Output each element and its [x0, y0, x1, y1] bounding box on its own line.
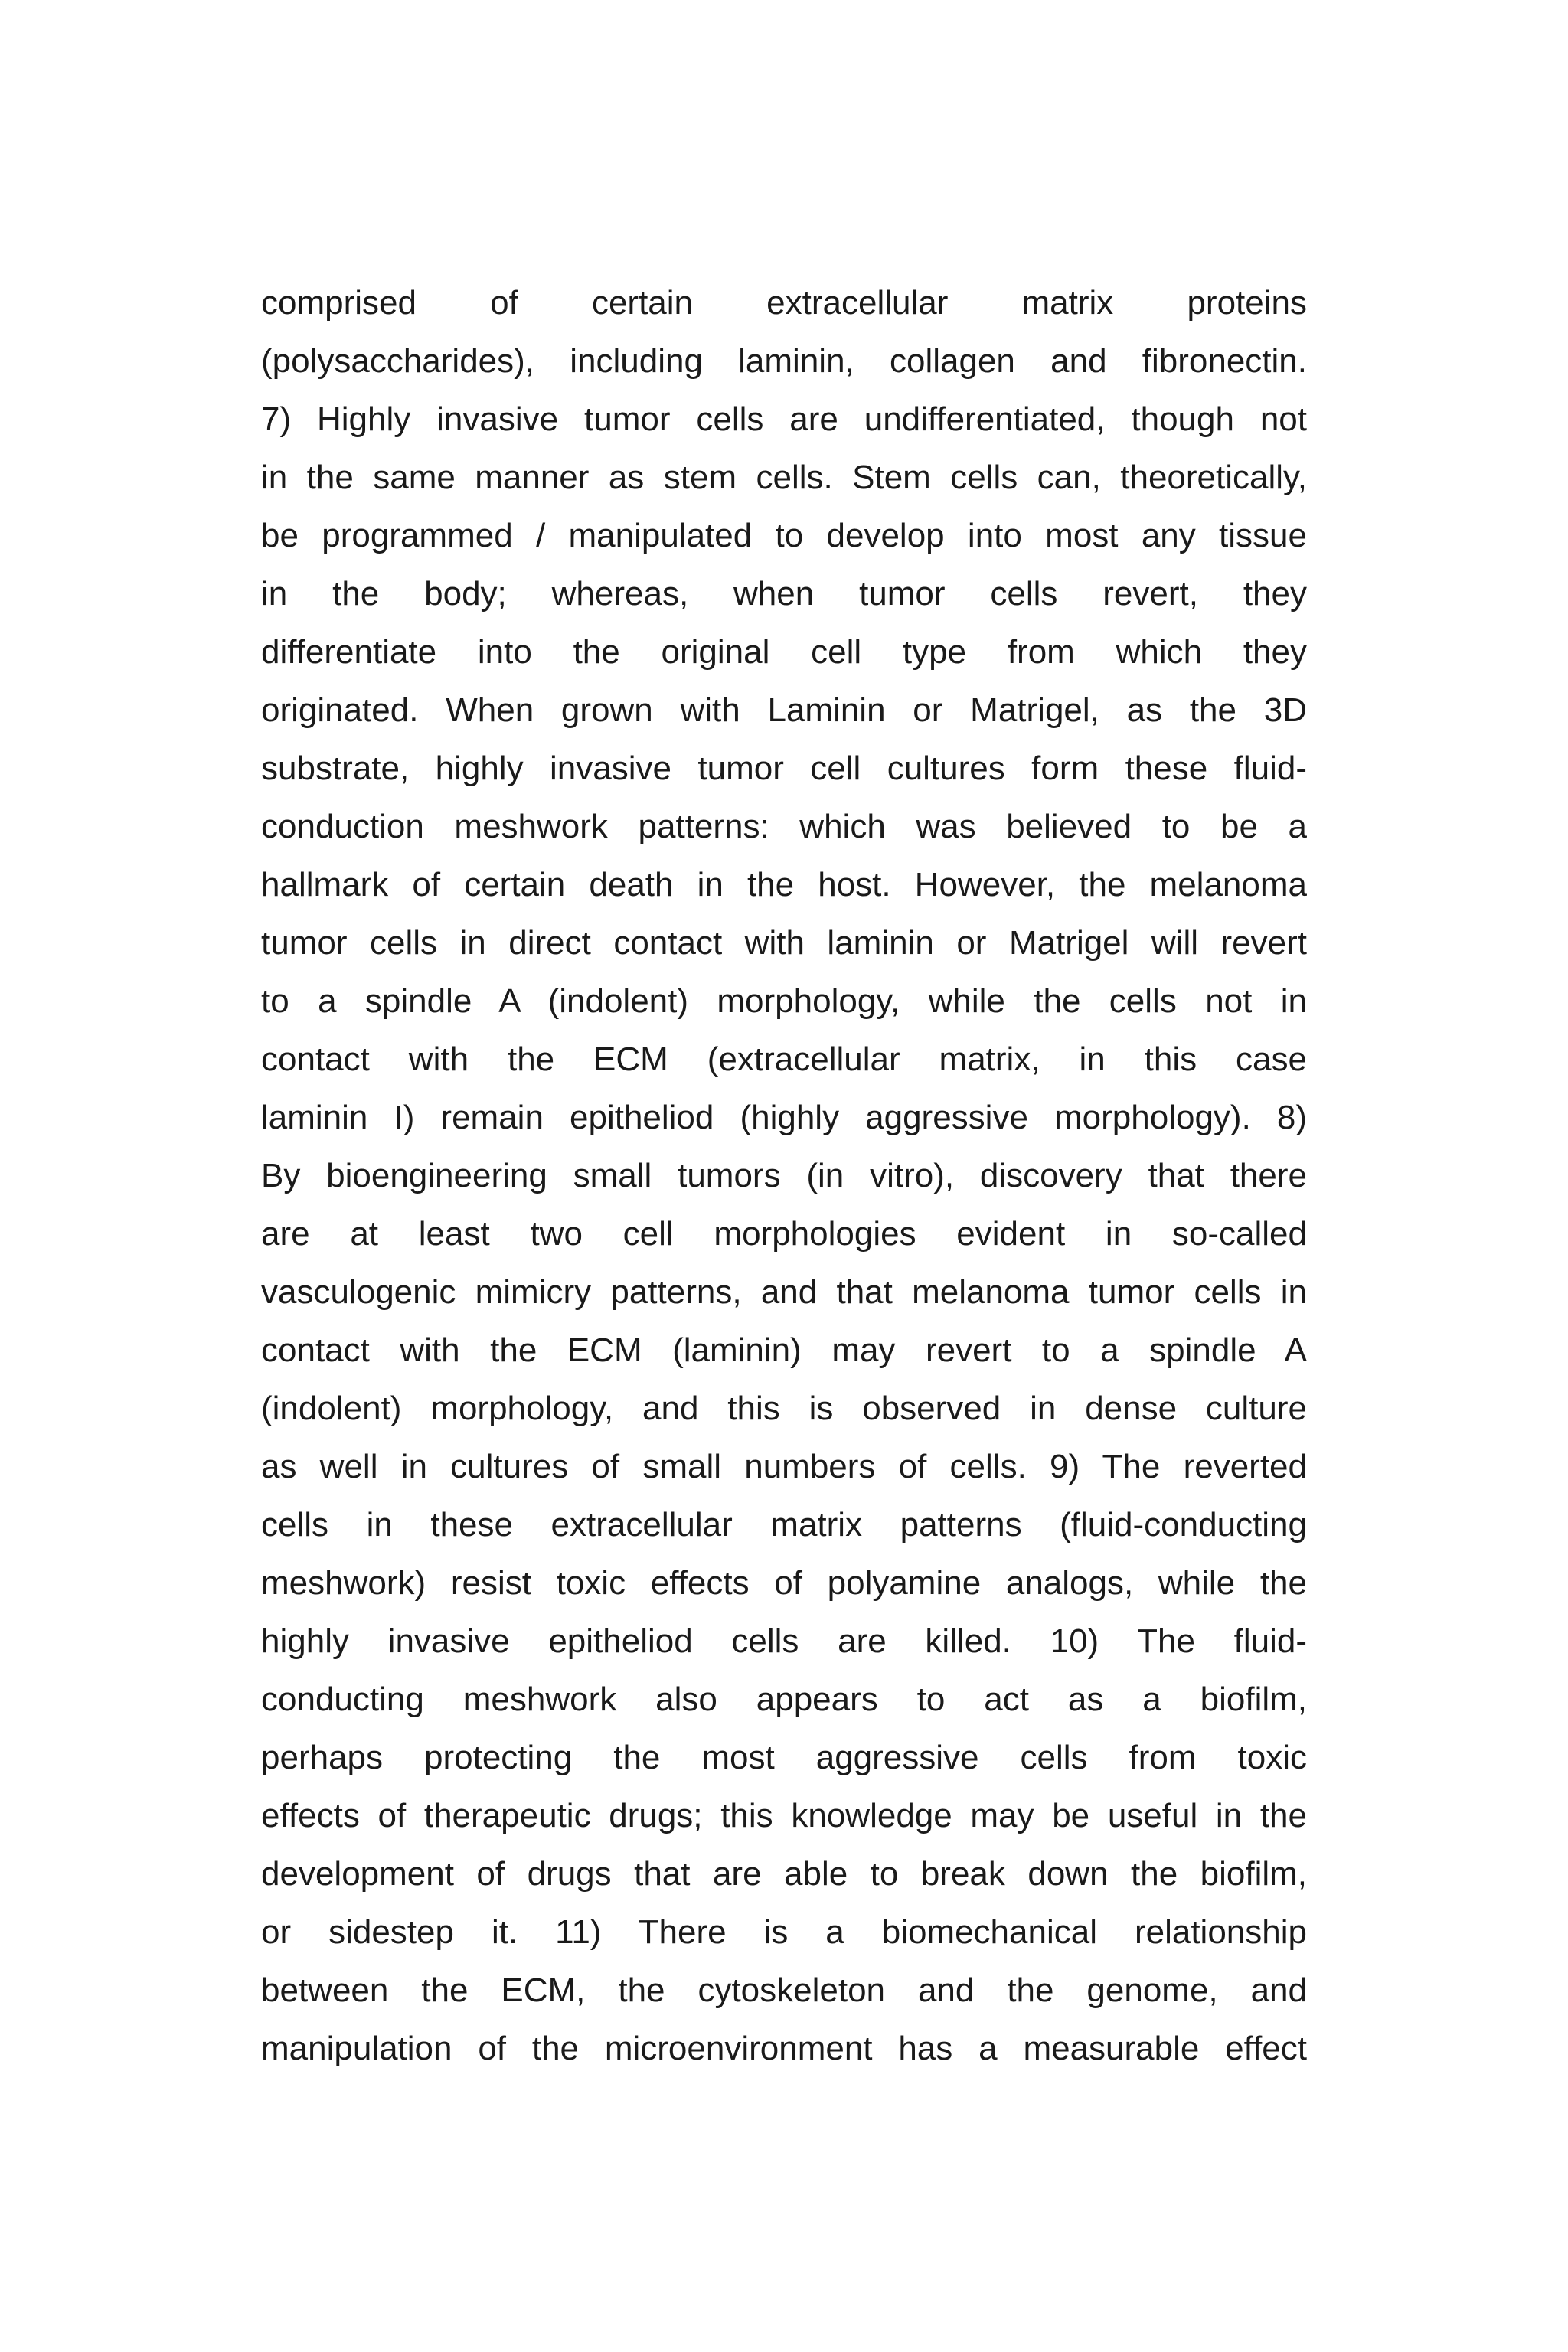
text-line: manipulation of the microenvironment has a measurable effect [261, 2030, 1307, 2067]
text-line: differentiate into the original cell type from which they [261, 633, 1307, 671]
text-line: highly invasive epitheliod cells are killed. 10) The fluid- [261, 1622, 1307, 1660]
text-line: between the ECM, the cytoskeleton and the genome, and [261, 1971, 1307, 2009]
text-line: development of drugs that are able to break down the biofilm, [261, 1855, 1307, 1893]
text-line: hallmark of certain death in the host. However, the melanoma [261, 866, 1307, 903]
text-line: conduction meshwork patterns: which was believed to be a [261, 808, 1307, 845]
text-line: are at least two cell morphologies evident in so-called [261, 1215, 1307, 1253]
text-line: in the same manner as stem cells. Stem cells can, theoretically, [261, 459, 1307, 496]
text-line: (polysaccharides), including laminin, collagen and fibronectin. [261, 342, 1307, 380]
text-line: By bioengineering small tumors (in vitro), discovery that there [261, 1157, 1307, 1194]
body-paragraph [261, 274, 1307, 2078]
text-line: comprised of certain extracellular matrix proteins [261, 284, 1307, 322]
text-line: substrate, highly invasive tumor cell cultures form these fluid- [261, 750, 1307, 787]
text-line: be programmed / manipulated to develop into most any tissue [261, 517, 1307, 554]
text-line: vasculogenic mimicry patterns, and that melanoma tumor cells in [261, 1273, 1307, 1311]
text-line: tumor cells in direct contact with laminin or Matrigel will revert [261, 924, 1307, 962]
text-line: laminin I) remain epitheliod (highly aggressive morphology). 8) [261, 1099, 1307, 1136]
text-line: effects of therapeutic drugs; this knowledge may be useful in the [261, 1797, 1307, 1834]
text-line: perhaps protecting the most aggressive cells from toxic [261, 1739, 1307, 1776]
text-line: (indolent) morphology, and this is observed in dense culture [261, 1390, 1307, 1427]
text-line: or sidestep it. 11) There is a biomechanical relationship [261, 1913, 1307, 1951]
text-line: contact with the ECM (laminin) may revert to a spindle A [261, 1331, 1307, 1369]
text-line: in the body; whereas, when tumor cells revert, they [261, 575, 1307, 612]
text-line: to a spindle A (indolent) morphology, while the cells not in [261, 982, 1307, 1020]
text-line: conducting meshwork also appears to act as a biofilm, [261, 1681, 1307, 1718]
text-line: contact with the ECM (extracellular matrix, in this case [261, 1040, 1307, 1078]
text-line: meshwork) resist toxic effects of polyamine analogs, while the [261, 1564, 1307, 1602]
text-line: originated. When grown with Laminin or Matrigel, as the 3D [261, 691, 1307, 729]
text-line: cells in these extracellular matrix patterns (fluid-conducting [261, 1506, 1307, 1544]
text-line: as well in cultures of small numbers of cells. 9) The reverted [261, 1448, 1307, 1485]
text-line: 7) Highly invasive tumor cells are undifferentiated, though not [261, 400, 1307, 438]
